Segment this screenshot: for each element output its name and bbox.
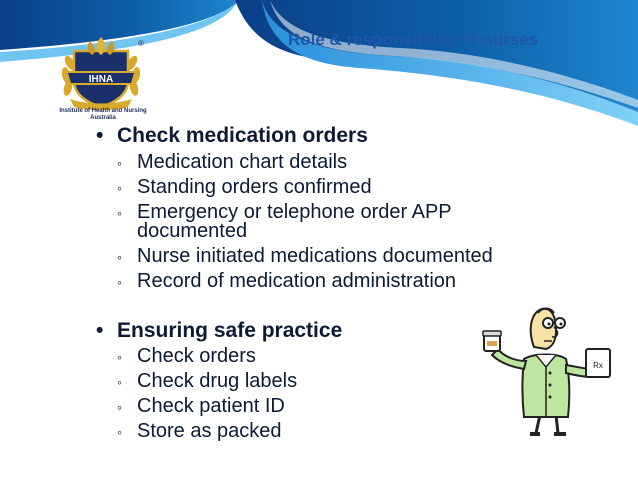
sub-bullet-icon: ◦ [117, 249, 122, 265]
logo-text: IHNA [88, 74, 114, 85]
bullet-icon: • [96, 124, 104, 147]
sub-bullet-icon: ◦ [117, 374, 122, 390]
slide-title: Role & responsibility of nurses [288, 30, 539, 49]
sub-bullet-icon: ◦ [117, 349, 122, 365]
bullet-icon: • [96, 319, 104, 342]
sub-bullet-icon: ◦ [117, 424, 122, 440]
sub-bullet-icon: ◦ [117, 274, 122, 290]
registered-mark: ® [138, 39, 144, 48]
sub-bullet-icon: ◦ [117, 155, 122, 171]
rx-label: Rx [593, 361, 603, 370]
sub-bullet-icon: ◦ [117, 399, 122, 415]
sub-bullet-icon: ◦ [117, 205, 122, 221]
logo-subtitle: Institute of Health and Nursing [59, 108, 147, 114]
logo-subtitle-country: Australia [90, 115, 116, 121]
sub-bullet-icon: ◦ [117, 180, 122, 196]
pharmacist-icon [478, 307, 618, 441]
